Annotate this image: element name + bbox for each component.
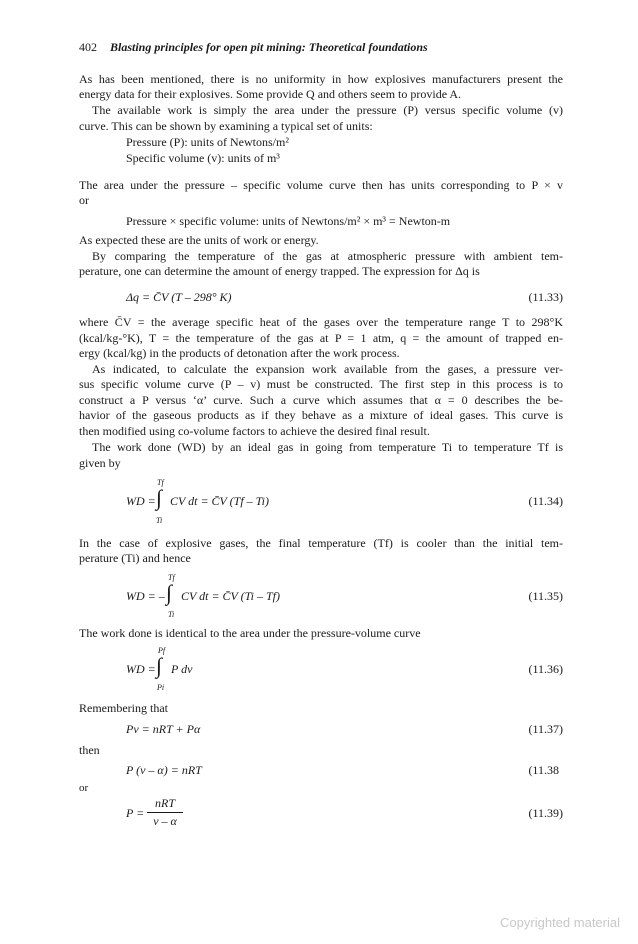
text-line: where C̄V = the average specific heat of the gases over the temperature range T to 298°K (79, 315, 563, 329)
integral-sign-icon: ∫ (156, 485, 163, 510)
integral-upper-limit: Tf (168, 573, 175, 582)
equation-lhs: WD = (126, 494, 156, 508)
unit-line: Pressure (P): units of Newtons/m² (126, 135, 289, 149)
equation-11-37: Pv = nRT + Pα (126, 722, 201, 736)
equation-number: (11.39) (528, 806, 563, 820)
text-line: sus specific volume curve (P – v) must be constructed. The first step in this process is to (79, 377, 563, 391)
equation-number: (11.37) (528, 722, 563, 736)
text-line: energy data for their explosives. Some provide Q and others seem to provide A. (79, 87, 462, 101)
equation-number: (11.36) (528, 662, 563, 676)
equation-number: (11.35) (528, 589, 563, 603)
text-line: The work done (WD) by an ideal gas in going from temperature Ti to temperature Tf is (92, 440, 563, 454)
text-line: curve. This can be shown by examining a typical set of units: (79, 119, 373, 133)
text-line: given by (79, 456, 121, 470)
text-line: perature, one can determine the amount of energy trapped. The expression for Δq is (79, 264, 480, 278)
text-line: As has been mentioned, there is no uniformity in how explosives manufacturers present the (79, 72, 563, 86)
fraction (147, 796, 183, 829)
equation-body: CV dt = C̄V (Ti – Tf) (181, 589, 281, 603)
fraction-numerator: nRT (154, 796, 175, 810)
text-line: The work done is identical to the area under the pressure-volume curve (79, 626, 421, 640)
equation-body: P dv (171, 662, 193, 676)
equation-number: (11.33) (528, 290, 563, 304)
text-line: havior of the gaseous products as if they behave as a mixture of ideal gases. This curve is (79, 408, 563, 422)
integral-lower-limit: Pi (157, 683, 165, 692)
text-line: As expected these are the units of work or energy. (79, 233, 319, 247)
equation-lhs: WD = (126, 662, 156, 676)
text-line: Remembering that (79, 701, 168, 715)
unit-line: Specific volume (v): units of m³ (126, 151, 280, 165)
page-number: 402 (79, 40, 97, 54)
text-line: perature (Ti) and hence (79, 551, 191, 565)
text-line: or (79, 193, 89, 207)
copyright-watermark: Copyrighted material (500, 915, 620, 930)
text-line: By comparing the temperature of the gas at atmospheric pressure with ambient tem- (92, 249, 563, 263)
text-line: ergy (kcal/kg) in the products of detonation after the work process. (79, 346, 400, 360)
equation-number: (11.38 (528, 763, 559, 777)
equation-lhs: WD = – (126, 589, 165, 603)
text-line: then modified using co-volume factors to achieve the desired final result. (79, 424, 430, 438)
equation-11-33: Δq = C̄V (T – 298° K) (126, 290, 232, 304)
equation-lhs: P = (126, 806, 145, 820)
unit-line: Pressure × specific volume: units of Newtons/m² × m³ = Newton-m (126, 214, 451, 228)
running-header (79, 40, 428, 55)
integral-upper-limit: Tf (157, 478, 164, 487)
integral-sign-icon: ∫ (156, 653, 163, 678)
text-line: As indicated, to calculate the expansion work available from the gases, a pressure ver- (92, 362, 563, 376)
fraction-bar (147, 812, 183, 813)
text-line: then (79, 743, 100, 757)
integral-upper-limit: Pf (158, 646, 166, 655)
equation-11-38: P (v – α) = nRT (126, 763, 202, 777)
text-line: construct a P versus ‘α’ curve. Such a curve which assumes that α = 0 describes the be- (79, 393, 563, 407)
fraction-denominator: v – α (153, 814, 177, 828)
integral-sign-icon: ∫ (166, 580, 173, 605)
equation-number: (11.34) (528, 494, 563, 508)
text-line: or (79, 782, 89, 794)
text-line: (kcal/kg-°K), T = the temperature of the gas at P = 1 atm, q = the amount of trapped en- (79, 331, 563, 345)
text-line: The available work is simply the area under the pressure (P) versus specific volume (v) (92, 103, 563, 117)
text-line: The area under the pressure – specific volume curve then has units corresponding to P × v (79, 178, 563, 192)
integral-lower-limit: Ti (156, 516, 163, 525)
equation-body: CV dt = C̄V (Tf – Ti) (170, 494, 270, 508)
integral-lower-limit: Ti (168, 610, 175, 619)
running-title: Blasting principles for open pit mining: Theoretical foundations (110, 40, 428, 54)
text-line: In the case of explosive gases, the final temperature (Tf) is cooler than the initial tem- (79, 536, 563, 550)
